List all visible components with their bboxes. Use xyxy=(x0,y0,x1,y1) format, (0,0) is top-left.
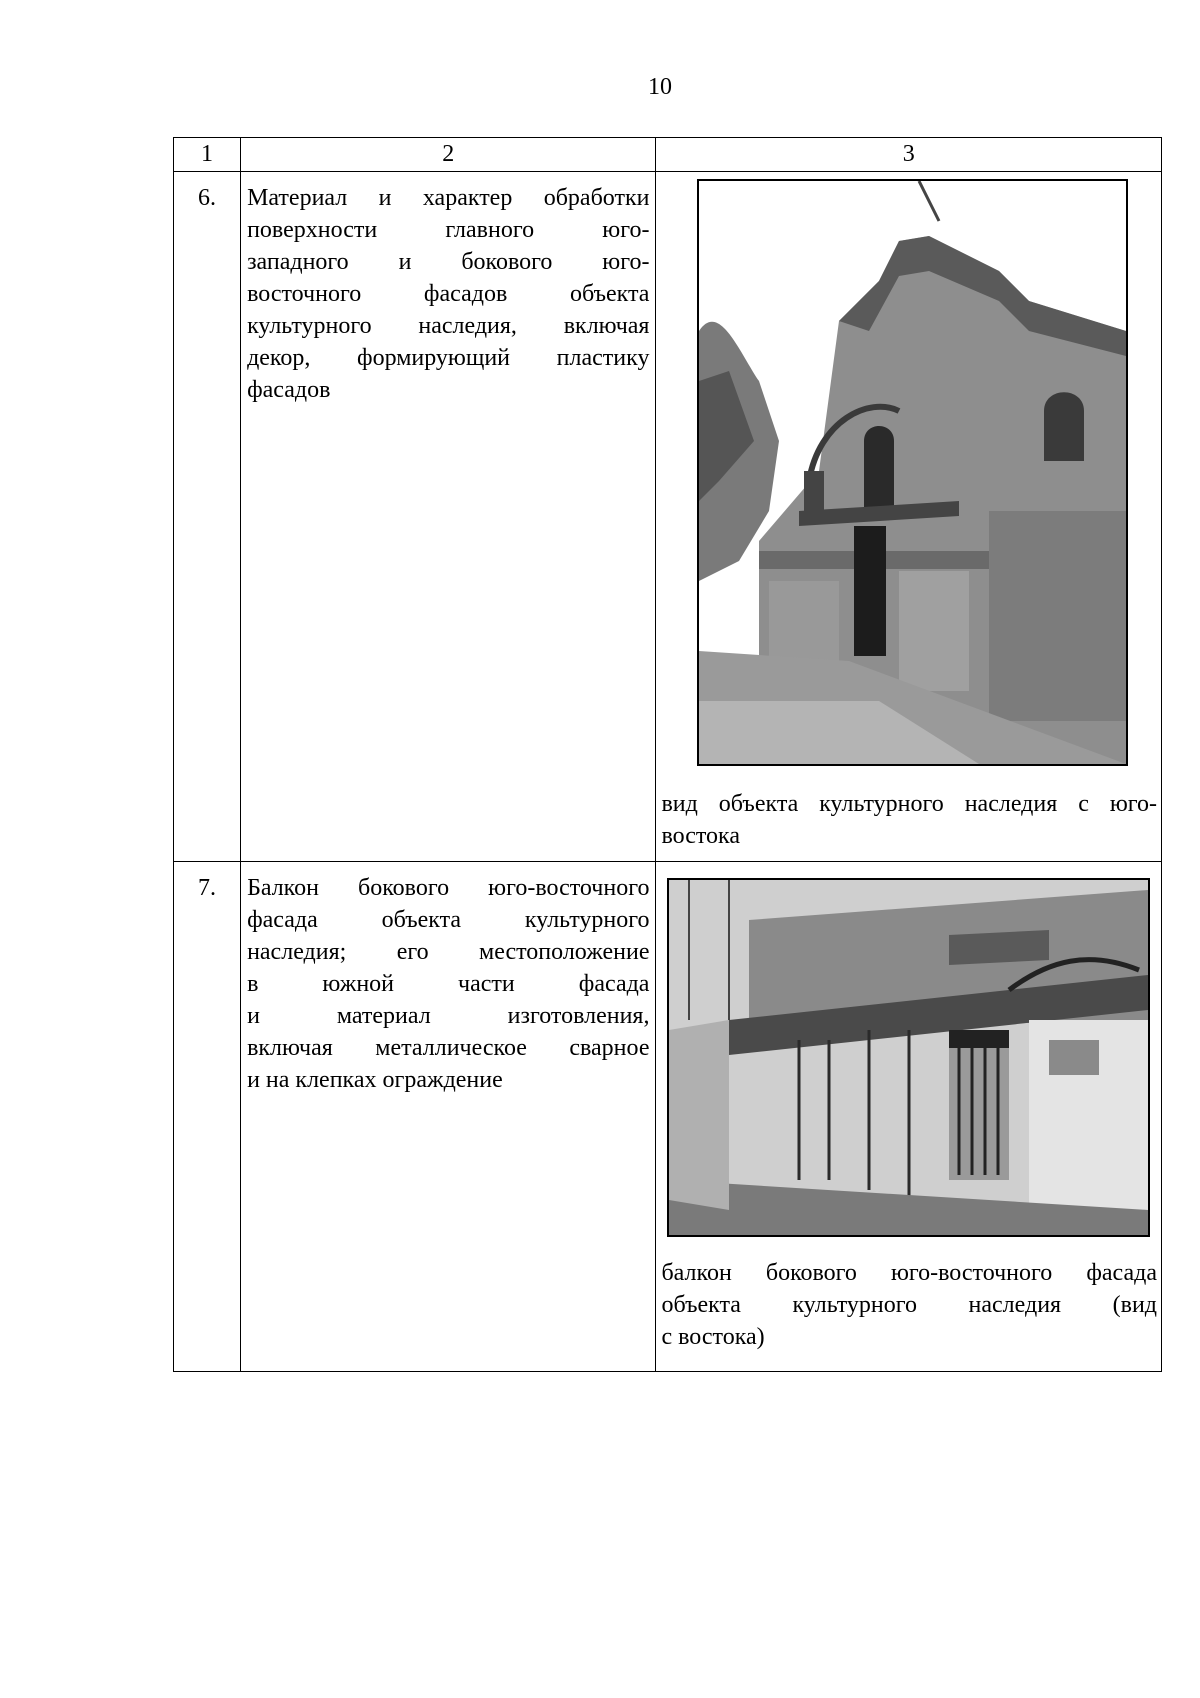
description-line: западного и бокового юго- xyxy=(247,249,650,275)
caption-line: вид объекта культурного наследия с юго- xyxy=(661,791,1157,817)
page-number: 10 xyxy=(648,74,672,100)
description-line: культурного наследия, включая xyxy=(247,313,650,339)
header-col-1: 1 xyxy=(174,138,241,172)
row-image-cell xyxy=(656,172,1162,862)
description-line: фасадов xyxy=(247,377,331,403)
table-row xyxy=(174,862,1162,1372)
description-line: Балкон бокового юго-восточного xyxy=(247,875,650,901)
description-line: и материал изготовления, xyxy=(247,1003,650,1029)
heritage-table xyxy=(173,137,1162,1372)
facade-photo-drawing xyxy=(699,181,1126,764)
row-description xyxy=(241,862,656,1372)
row-caption xyxy=(661,788,1157,852)
description-line: фасада объекта культурного xyxy=(247,907,650,933)
header-col-3: 3 xyxy=(656,138,1162,172)
row-caption xyxy=(661,1257,1157,1353)
caption-line: объекта культурного наследия (вид xyxy=(661,1292,1157,1318)
description-line: восточного фасадов объекта xyxy=(247,281,650,307)
building-facade-photo xyxy=(697,179,1128,766)
header-col-2: 2 xyxy=(241,138,656,172)
description-line: наследия; его местоположение xyxy=(247,939,650,965)
row-number: 6. xyxy=(174,172,241,862)
caption-line: с востока) xyxy=(661,1324,765,1350)
table-row xyxy=(174,172,1162,862)
row-number: 7. xyxy=(174,862,241,1372)
balcony-photo xyxy=(667,878,1150,1237)
row-description xyxy=(241,172,656,862)
caption-line: балкон бокового юго-восточного фасада xyxy=(661,1260,1157,1286)
description-line: поверхности главного юго- xyxy=(247,217,650,243)
description-line: включая металлическое сварное xyxy=(247,1035,650,1061)
table-header-row xyxy=(174,138,1162,172)
description-line: декор, формирующий пластику xyxy=(247,345,650,371)
balcony-photo-drawing xyxy=(669,880,1148,1235)
description-line: в южной части фасада xyxy=(247,971,650,997)
caption-line: востока xyxy=(661,823,741,849)
description-line: Материал и характер обработки xyxy=(247,185,650,211)
row-image-cell xyxy=(656,862,1162,1372)
description-line: и на клепках ограждение xyxy=(247,1067,503,1093)
